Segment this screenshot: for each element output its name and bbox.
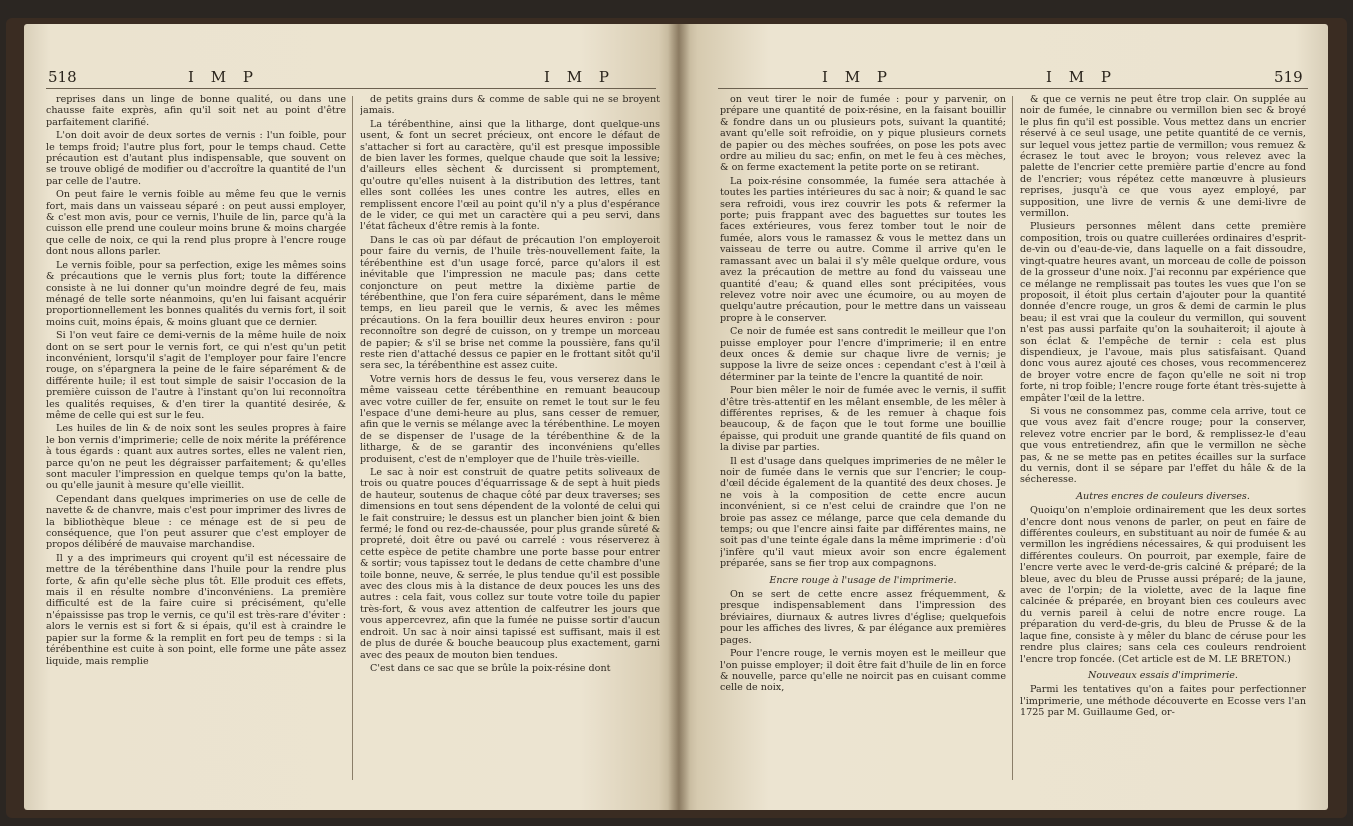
left-column-2 bbox=[360, 94, 660, 794]
right-page-number: 519 bbox=[1274, 68, 1303, 86]
paragraph: Plusieurs personnes mêlent dans cette première composition, trois ou quatre cuillerées ordinaires d'esprit-de-vin ou d'eau-de-vie, dans laquelle on a fait dissoudre, vingt-quatre heures avant, un morceau de colle de poisson de la grosseur d'une noix. J'ai reconnu par expérience que ce mélange ne remplissait pas toutes les vues que l'on se proposoit, il étoit plus certain d'ajouter pour la quantité donnée d'encre rouge, un gros & demi de carmin le plus beau; il est vrai que la couleur du vermillon, qui souvent n'est pas aussi parfaite qu'on la souhaiteroit; il ajoute à son éclat & l'empêche de ternir : cela est plus dispendieux, je l'avoue, mais plus satisfaisant. Quand donc vous aurez ajouté ces choses, vous recommencerez de broyer votre encre de façon qu'elle ne soit ni trop forte, ni trop foible; l'encre rouge forte étant très-sujette à empâter l'œil de la lettre. bbox=[1020, 221, 1306, 404]
right-page bbox=[678, 24, 1328, 810]
right-column-2 bbox=[1020, 94, 1306, 794]
left-header-rule bbox=[46, 88, 656, 89]
paragraph: Le sac à noir est construit de quatre petits soliveaux de trois ou quatre pouces d'équarrissage & de sept à huit pieds de hauteur, soutenus de chaque côté par deux traverses; ses dimensions en tout sens dépendent de la volonté de celui qui le fait construire; le dessus est un plancher bien joint & bien fermé; le fond ou rez-de-chaussée, pour plus grande sûreté & propreté, doit être ou pavé ou carrelé : vous réserverez à cette espèce de petite chambre une porte basse pour entrer & sortir; vous tapissez tout le dedans de cette chambre d'une toile bonne, neuve, & serrée, le plus tendue qu'il est possible avec des clous mis à la distance de deux pouces les uns des autres : cela fait, vous collez sur toute votre toile du papier très-fort, & vous avez attention de calfeutrer les jours que vous appercevrez, afin que la fumée ne puisse sortir d'aucun endroit. Un sac à noir ainsi tapissé est suffisant, mais il est de plus de durée & bouche beaucoup plus exactement, garni avec des peaux de mouton bien tendues. bbox=[360, 467, 660, 661]
paragraph: on veut tirer le noir de fumée : pour y parvenir, on prépare une quantité de poix-résine, en la faisant bouillir & fondre dans un ou plusieurs pots, suivant la quantité; avant qu'elle soit refroidie, on y pique plusieurs cornets de papier ou des mèches soufrées, on pose les pots avec ordre au milieu du sac; enfin, on met le feu à ces mèches, & on ferme exactement la petite porte on se retirant. bbox=[720, 94, 1006, 174]
right-column-1 bbox=[720, 94, 1006, 794]
book-spread bbox=[6, 18, 1347, 818]
paragraph: Si l'on veut faire ce demi-vernis de la même huile de noix dont on se sert pour le vernis fort, ce qui n'est qu'un petit inconvénient, lorsqu'il s'agit de l'employer pour faire l'encre rouge, on s'épargnera la peine de le faire séparément & de différente huile; il est tout simple de saisir l'occasion de la première cuisson de l'autre à l'instant qu'on lui reconnoîtra les qualités requises, & d'en tirer la quantité desirée, & même de celle qui est sur le feu. bbox=[46, 330, 346, 421]
paragraph: On peut faire le vernis foible au même feu que le vernis fort, mais dans un vaisseau séparé : on peut aussi employer, & c'est mon avis, pour ce vernis, l'huile de lin, parce qu'à la cuisson elle prend une couleur moins brune & moins chargée que celle de noix, ce qui la rend plus propre à l'encre rouge dont nous allons parler. bbox=[46, 189, 346, 258]
right-col2-running-head: I M P bbox=[1046, 68, 1117, 86]
paragraph: La térébenthine, ainsi que la litharge, dont quelque-uns usent, & font un secret précieux, ont encore le défaut de s'attacher si fort au caractère, qu'il est presque impossible de bien laver les formes, quelque chaude que soit la lessive; d'ailleurs elles sèchent & durcissent si promptement, qu'outre qu'elles nuisent à la distribution des lettres, tant elles sont collées les unes contre les autres, elles en remplissent encore l'œil au point qu'il n'y a plus d'espérance de le vider, ce qui met un caractère qui a peu servi, dans l'état fâcheux d'être remis à la fonte. bbox=[360, 118, 660, 233]
right-header-rule bbox=[718, 88, 1308, 89]
left-page-number: 518 bbox=[48, 68, 77, 86]
section-subtitle: Autres encres de couleurs diverses. bbox=[1076, 490, 1250, 502]
paragraph: Pour bien mêler le noir de fumée avec le vernis, il suffit d'être très-attentif en les mêlant ensemble, de les mêler à différentes reprises, & de les remuer à chaque fois beaucoup, & de façon que le tout forme une bouillie épaisse, qui produit une grande quantité de fils quand on la divise par parties. bbox=[720, 385, 1006, 454]
left-page bbox=[24, 24, 678, 810]
paragraph: Les huiles de lin & de noix sont les seules propres à faire le bon vernis d'imprimerie; celle de noix mérite la préférence à tous égards : quant aux autres sortes, elles ne valent rien, parce qu'on ne peut les dégraisser parfaitement; & qu'elles sont maculer l'impression en quelque temps qu'on la batte, ou qu'elle jaunit à mesure qu'elle vieillit. bbox=[46, 423, 346, 492]
paragraph: L'on doit avoir de deux sortes de vernis : l'un foible, pour le temps froid; l'autre plus fort, pour le temps chaud. Cette précaution est d'autant plus indispensable, que souvent on se trouve obligé de modifier ou d'accroître la quantité de l'un par celle de l'autre. bbox=[46, 130, 346, 187]
paragraph: Il y a des imprimeurs qui croyent qu'il est nécessaire de mettre de la térébenthine dans l'huile pour la rendre plus forte, & afin qu'elle sèche plus tôt. Elle produit ces effets, mais il en résulte nombre d'inconvéniens. La première difficulté est de la faire cuire si précisément, qu'elle n'épaississe pas trop le vernis, ce qu'il est très-rare d'éviter : alors le vernis est si fort & si épais, qu'il est à craindre le papier sur la forme & la remplit en fort peu de temps : si la térébenthine est cuite à son point, elle forme une pâte assez liquide, mais remplie bbox=[46, 552, 346, 667]
paragraph: C'est dans ce sac que se brûle la poix-résine dont bbox=[370, 662, 611, 674]
paragraph: Pour l'encre rouge, le vernis moyen est le meilleur que l'on puisse employer; il doit être fait d'huile de lin en force & nouvelle, parce qu'elle ne noircit pas en cuisant comme celle de noix, bbox=[720, 648, 1006, 694]
paragraph: Dans le cas où par défaut de précaution l'on employeroit pour faire du vernis, de l'huile très-nouvellement faite, la térébenthine est d'un usage forcé, parce qu'alors il est inévitable que l'impression ne macule pas; dans cette conjoncture on peut mettre la dixième partie de térébenthine, que l'on fera cuire séparément, dans le même temps, en lieu pareil que le vernis, & avec les mêmes précautions. On la fera bouillir deux heures environ : pour reconnoître son degré de cuisson, on y trempe un morceau de papier; & s'il se brise net comme la poussière, fans qu'il reste rien d'attaché dessus ce papier en le frottant sitôt qu'il sera sec, la térébenthine est assez cuite. bbox=[360, 234, 660, 372]
paragraph: de petits grains durs & comme de sable qui ne se broyent jamais. bbox=[360, 94, 660, 117]
paragraph: & que ce vernis ne peut être trop clair. On supplée au noir de fumée, le cinnabre ou vermillon bien sec & broyé le plus fin qu'il est possible. Vous mettez dans un encrier réservé à ce seul usage, une petite quantité de ce vernis, sur lequel vous jettez partie de vermillon; vous remuez & écrasez le tout avec le broyon; vous relevez avec la palette de l'encrier cette première partie d'encre au fond de l'encrier; vous répétez cette manœuvre à plusieurs reprises, jusqu'à ce que vous ayez employé, par supposition, une livre de vernis & une demi-livre de vermillon. bbox=[1020, 94, 1306, 220]
paragraph: Il est d'usage dans quelques imprimeries de ne mêler le noir de fumée dans le vernis que sur l'encrier; le coup-d'œil décide également de la quantité des deux choses. Je ne vois à la composition de cette encre aucun inconvénient, si ce n'est celui de craindre que l'on ne broie pas assez ce mélange, parce que cela demande du temps; ou que l'encre ainsi faite par différentes mains, ne soit pas d'une teinte égale dans la même imprimerie : d'où j'infère qu'il vaut mieux avoir son encre également préparée, sans se fier trop aux compagnons. bbox=[720, 455, 1006, 570]
paragraph: Cependant dans quelques imprimeries on use de celle de navette & de chanvre, mais c'est pour imprimer des livres de la bibliothèque bleue : ce ménage est de si peu de conséquence, que l'on peut assurer que c'est employer de propos délibéré de mauvaise marchandise. bbox=[46, 493, 346, 551]
left-column-1 bbox=[46, 94, 346, 794]
paragraph: Ce noir de fumée est sans contredit le meilleur que l'on puisse employer pour l'encre d'imprimerie; il en entre deux onces & demie sur chaque livre de vernis; je suppose la livre de seize onces : cependant c'est à l'œil à déterminer par la teinte de l'encre la quantité de noir. bbox=[720, 326, 1006, 383]
left-col2-running-head: I M P bbox=[544, 68, 615, 86]
paragraph: reprises dans un linge de bonne qualité, ou dans une chausse faite exprès, afin qu'il soit net au point d'être parfaitement clarifié. bbox=[46, 94, 346, 128]
book-gutter bbox=[668, 24, 690, 810]
paragraph: La poix-résine consommée, la fumée sera attachée à toutes les parties intérieures du sac à noir; & quand le sac sera refroidi, vous irez couvrir les pots & refermer la porte; puis frappant avec des baguettes sur toutes les faces extérieures, vous ferez tomber tout le noir de fumée, alors vous le ramassez & vous le mettez dans un vaisseau de terre ou autre. Comme il arrive qu'en le ramassant avec un balai il s'y mêle quelque ordure, vous avez la précaution de mettre au fond du vaisseau une quantité d'eau; & quand elles sont précipitées, vous relevez votre noir avec une écumoire, ou au moyen de quelqu'autre précaution, pour le mettre dans un vaisseau propre à le conserver. bbox=[720, 175, 1006, 324]
paragraph: Votre vernis hors de dessus le feu, vous verserez dans le même vaisseau cette térébenthine en remuant beaucoup avec votre cuiller de fer, ensuite on remet le tout sur le feu l'espace d'une demi-heure au plus, sans cesser de remuer, afin que le vernis se mélange avec la térébenthine. Le moyen de se dispenser de l'usage de la térébenthine & de la litharge, & de se garantir des inconvéniens qu'elles produisent, c'est de n'employer que de l'huile très-vieille. bbox=[360, 373, 660, 465]
left-column-divider bbox=[352, 96, 353, 780]
paragraph: Parmi les tentatives qu'on a faites pour perfectionner l'imprimerie, une méthode découverte en Ecosse vers l'an 1725 par M. Guillaume Ged, or- bbox=[1020, 684, 1306, 719]
paragraph: Quoiqu'on n'emploie ordinairement que les deux sortes d'encre dont nous venons de parler, on peut en faire de différentes couleurs, en substituant au noir de fumée & au vermillon les ingrédiens nécessaires, & qui produisent les différentes couleurs. On pourroit, par exemple, faire de l'encre verte avec le verd-de-gris calciné & préparé; de la bleue, avec du bleu de Prusse aussi préparé; de la jaune, avec de l'orpin; de la violette, avec de la laque fine calcinée & préparée, en broyant bien ces couleurs avec du vernis pareil à celui de notre encre rouge. La préparation du verd-de-gris, du bleu de Prusse & de la laque fine, consiste à y mêler du blanc de céruse pour les rendre plus claires; sans cela ces couleurs rendroient l'encre trop foncée. (Cet article est de M. LE BRETON.) bbox=[1020, 505, 1306, 665]
paragraph: Si vous ne consommez pas, comme cela arrive, tout ce que vous avez fait d'encre rouge; pour la conserver, relevez votre encrier par le bord, & remplissez-le d'eau que vous entretiendrez, afin que le vermillon ne sèche pas, & ne se mette pas en petites écailles sur la surface du vernis, dont il se sépare par l'effet du hâle & de la sécheresse. bbox=[1020, 405, 1306, 486]
left-col1-running-head: I M P bbox=[188, 68, 259, 86]
paragraph: Le vernis foible, pour sa perfection, exige les mêmes soins & précautions que le vernis plus fort; toute la différence consiste à ne lui donner qu'un moindre degré de feu, mais ménagé de telle sorte néanmoins, qu'en lui faisant acquérir proportionnellement les bonnes qualités du vernis fort, il soit moins cuit, moins épais, & moins gluant que ce dernier. bbox=[46, 259, 346, 328]
section-subtitle: Nouveaux essais d'imprimerie. bbox=[1088, 669, 1238, 681]
right-column-divider bbox=[1012, 96, 1013, 780]
section-subtitle: Encre rouge à l'usage de l'imprimerie. bbox=[769, 574, 957, 586]
paragraph: On se sert de cette encre assez fréquemment, & presque indispensablement dans l'impression des bréviaires, diurnaux & autres livres d'église; quelquefois pour les affiches des livres, & par élégance aux premières pages. bbox=[720, 589, 1006, 646]
right-col1-running-head: I M P bbox=[822, 68, 893, 86]
